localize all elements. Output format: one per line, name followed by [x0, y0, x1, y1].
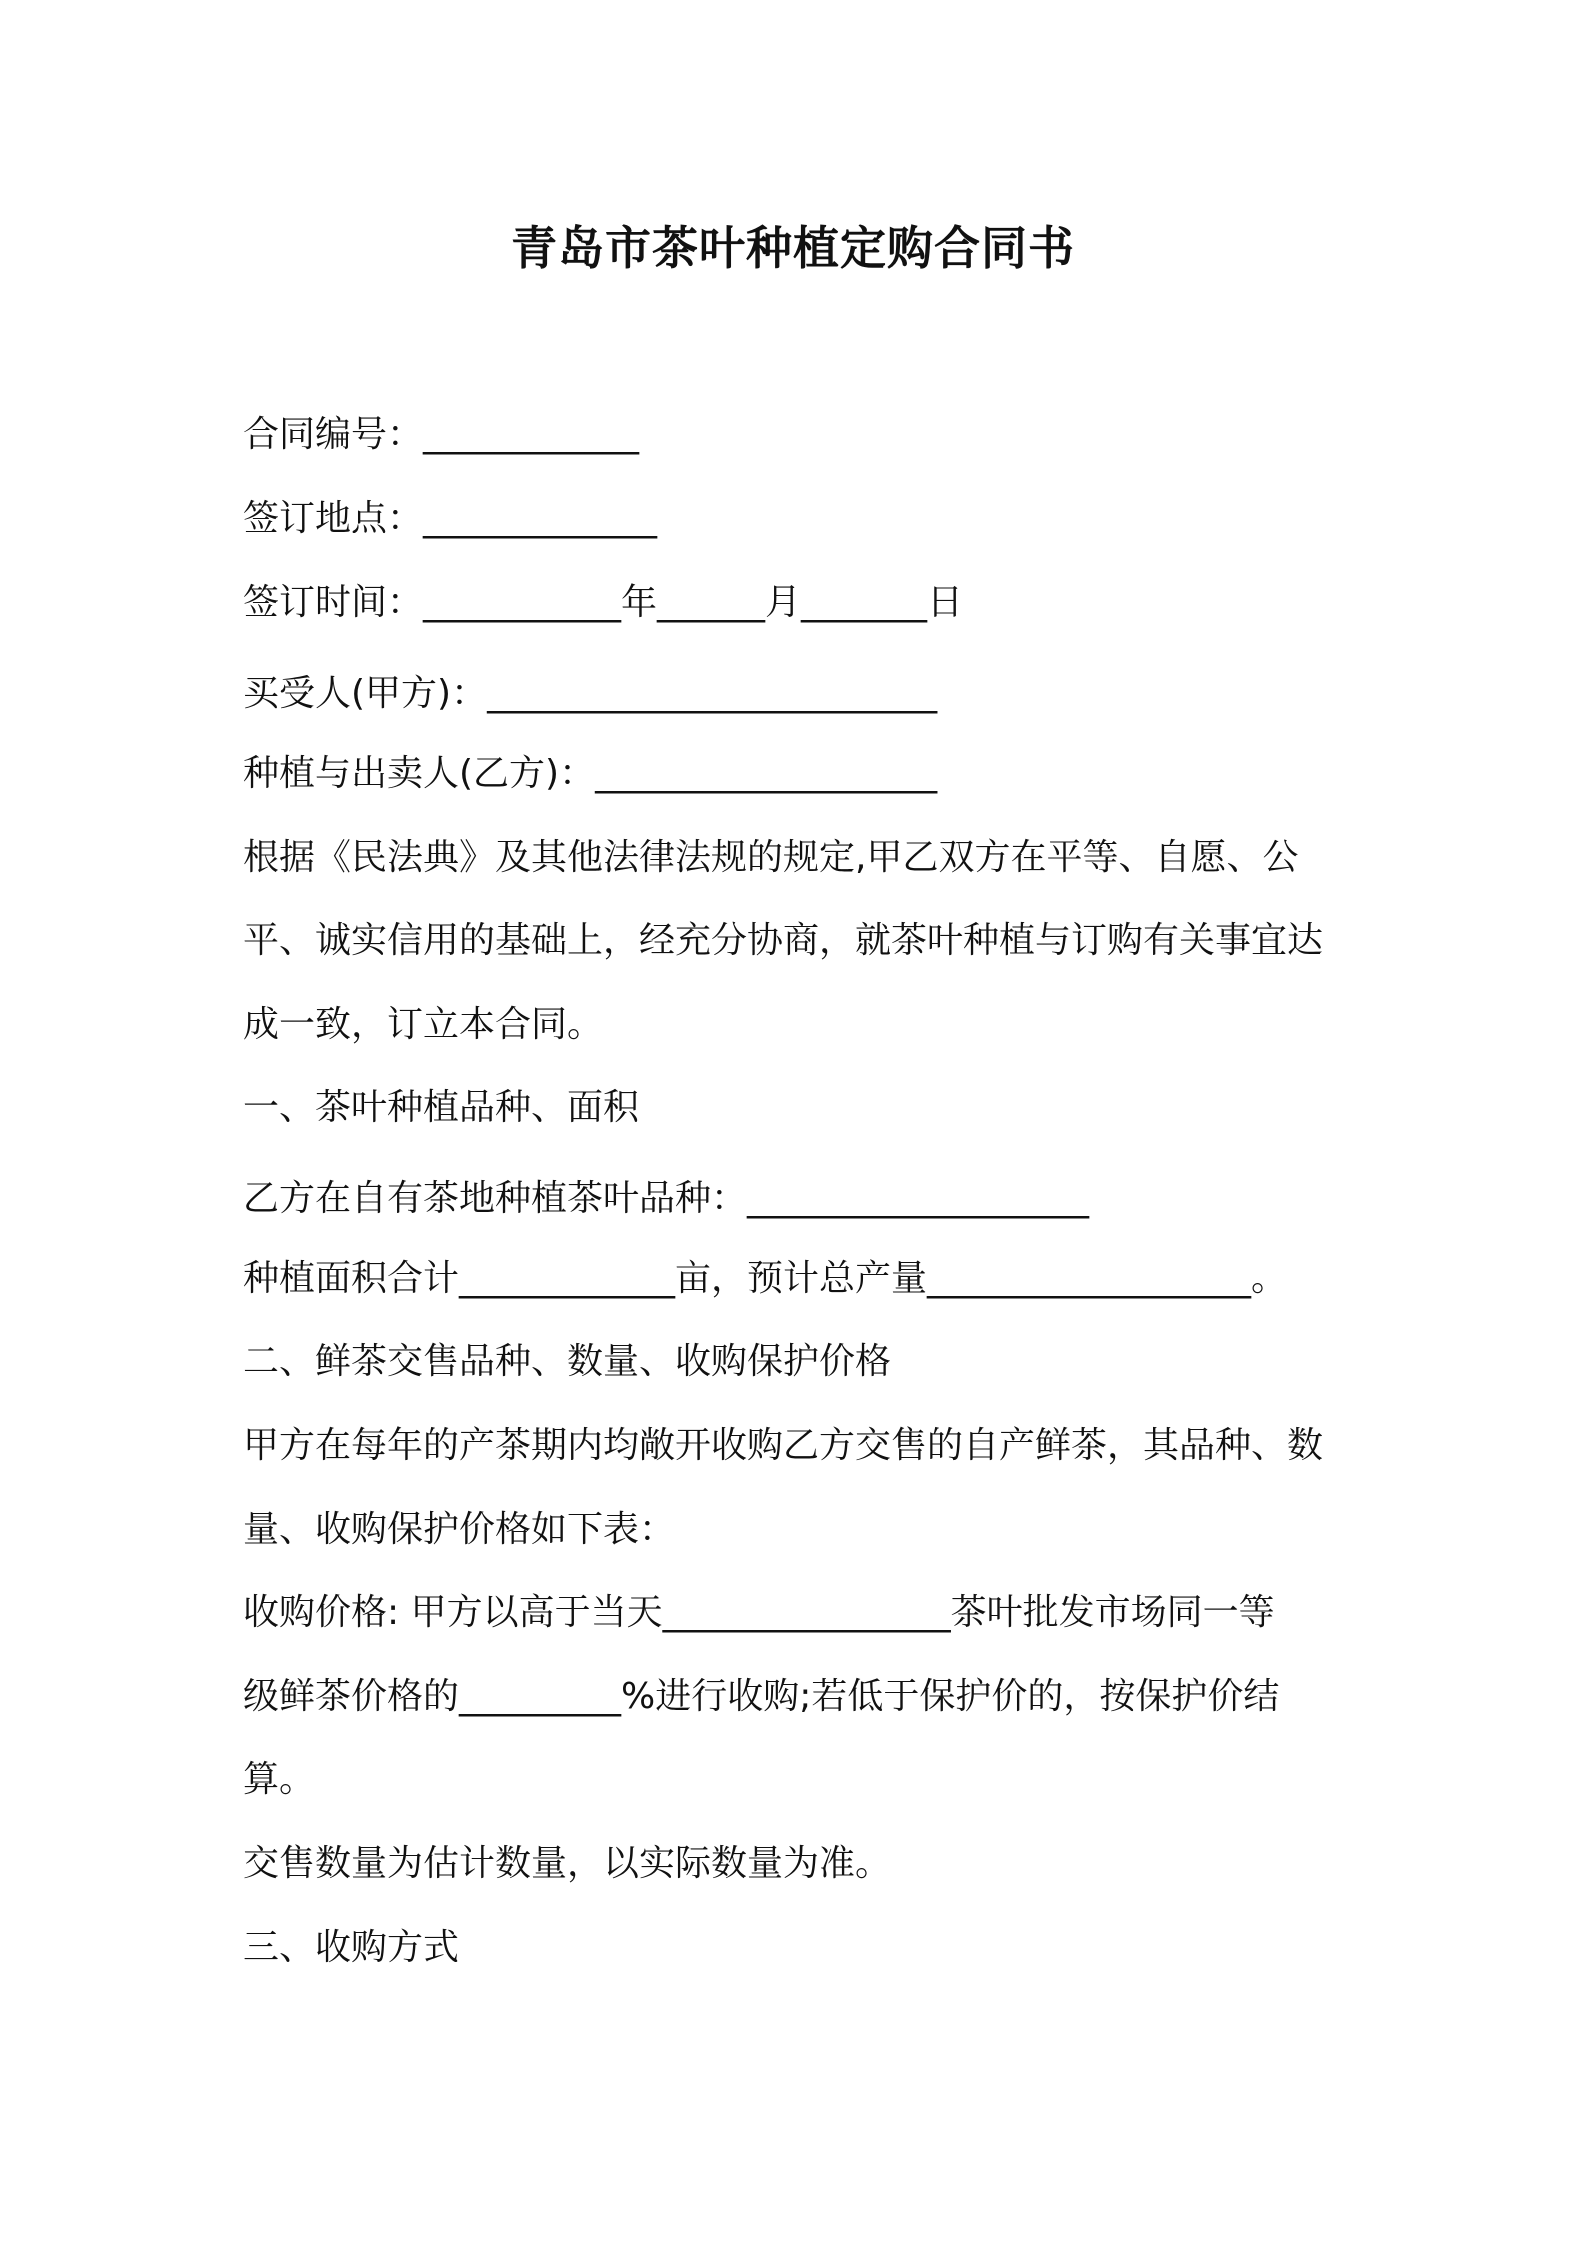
price-clause-line: 算。: [243, 1759, 316, 1800]
price-clause-line: 收购价格: 甲方以高于当天________________茶叶批发市场同一等: [243, 1592, 1275, 1633]
signing-place-line: 签订地点：_____________: [243, 498, 658, 539]
section-heading-3: 三、收购方式: [243, 1927, 460, 1968]
variety-line: 乙方在自有茶地种植茶叶品种：___________________: [243, 1178, 1090, 1219]
document-title: 青岛市茶叶种植定购合同书: [511, 221, 1075, 275]
preamble-line: 成一致，订立本合同。: [243, 1004, 604, 1045]
contract-number-line: 合同编号：____________: [243, 414, 640, 455]
buyer-party-line: 买受人(甲方)：_________________________: [243, 673, 938, 714]
quantity-note-line: 交售数量为估计数量，以实际数量为准。: [243, 1843, 892, 1884]
area-output-line: 种植面积合计____________亩，预计总产量__________________。: [243, 1258, 1288, 1299]
signing-date-line: 签订时间：___________年______月_______日: [243, 582, 964, 623]
preamble-line: 根据《民法典》及其他法律法规的规定,甲乙双方在平等、自愿、公: [243, 837, 1299, 878]
section-heading-2: 二、鲜茶交售品种、数量、收购保护价格: [243, 1341, 892, 1382]
section-2-body-line: 甲方在每年的产茶期内均敞开收购乙方交售的自产鲜茶，其品种、数: [243, 1425, 1324, 1466]
price-clause-line: 级鲜茶价格的_________%进行收购;若低于保护价的，按保护价结: [243, 1676, 1280, 1717]
section-2-body-line: 量、收购保护价格如下表：: [243, 1509, 676, 1550]
preamble-line: 平、诚实信用的基础上，经充分协商，就茶叶种植与订购有关事宜达: [243, 920, 1324, 961]
seller-party-line: 种植与出卖人(乙方)：___________________: [243, 753, 938, 794]
section-heading-1: 一、茶叶种植品种、面积: [243, 1087, 640, 1128]
